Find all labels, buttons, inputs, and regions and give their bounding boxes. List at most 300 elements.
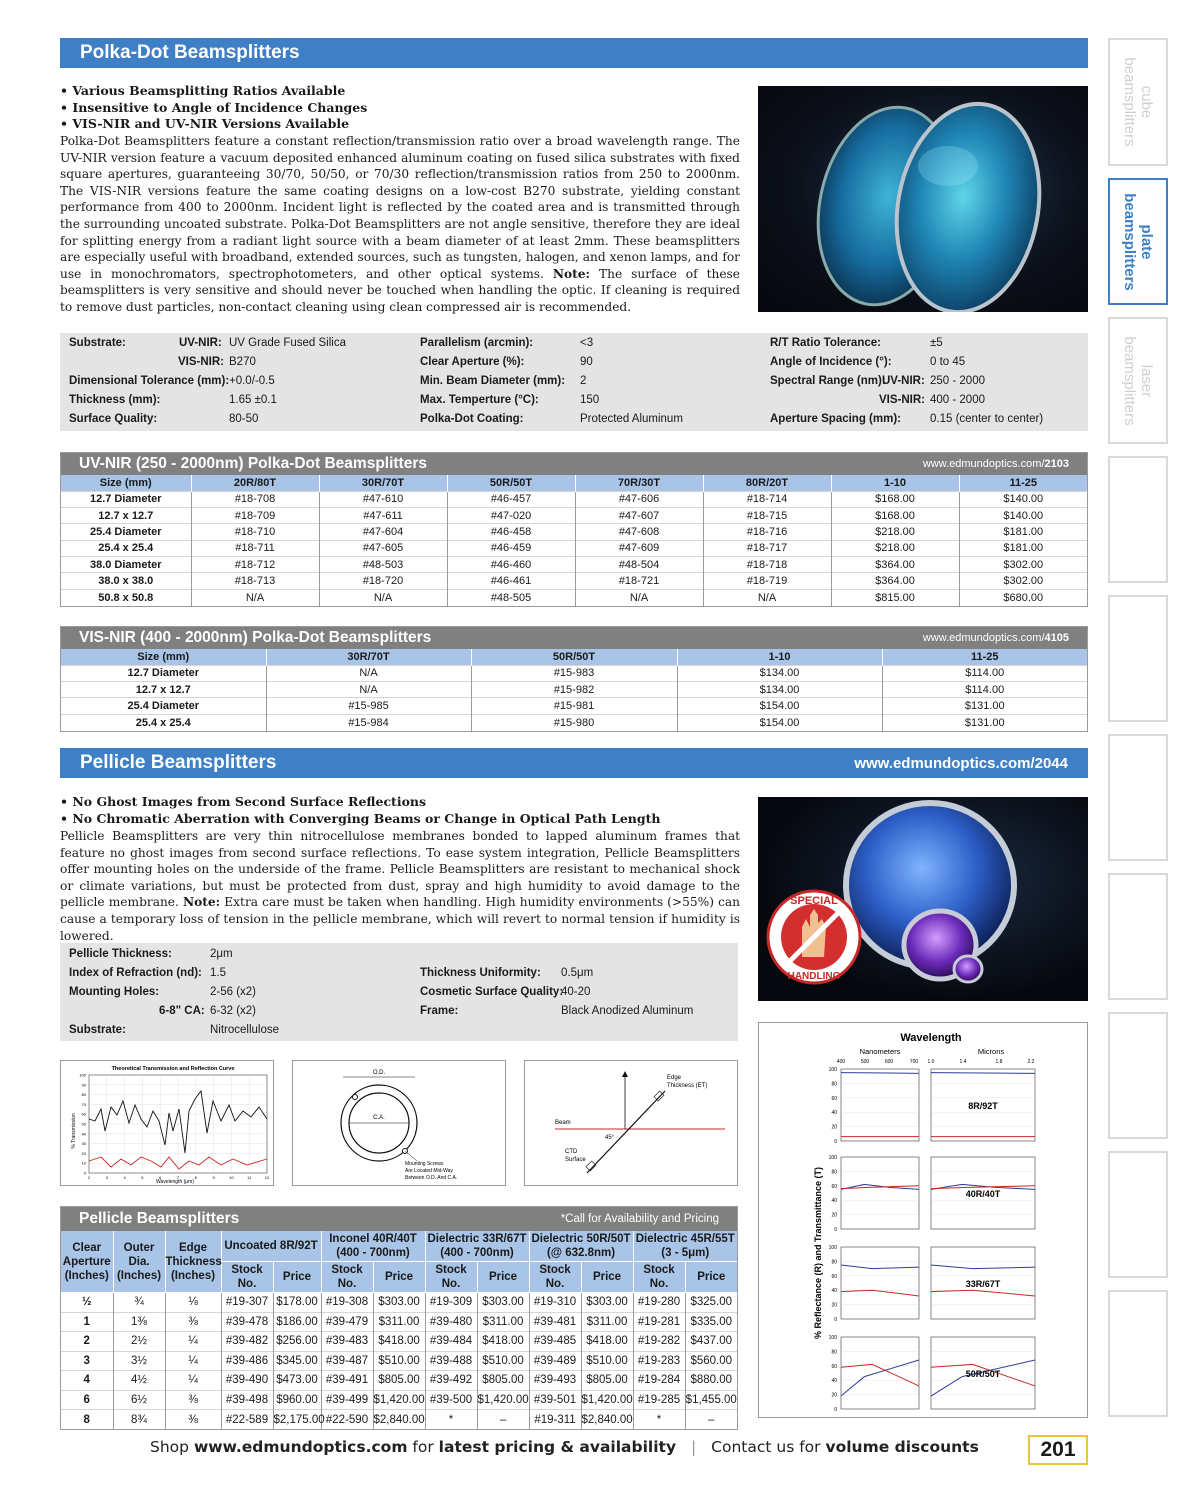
spec-value: 150 bbox=[580, 394, 600, 406]
column-header: 30R/70T bbox=[319, 475, 447, 491]
table-cell: #39-489 bbox=[529, 1351, 581, 1371]
section-title: Polka-Dot Beamsplitters bbox=[80, 42, 300, 63]
axis-label: % Transmission bbox=[71, 1113, 77, 1149]
spec-value: 250 - 2000 bbox=[930, 375, 985, 387]
spec-label: Pellicle Thickness: bbox=[69, 948, 172, 960]
spec-sublabel: UV-NIR: bbox=[882, 375, 925, 387]
table-cell: $154.00 bbox=[677, 714, 882, 730]
table-cell: #19-283 bbox=[633, 1351, 685, 1371]
table-cell: #47-604 bbox=[319, 524, 447, 540]
table-cell: $364.00 bbox=[831, 573, 959, 589]
tick-label: 8 bbox=[194, 1175, 197, 1180]
table-cell: #18-709 bbox=[191, 507, 319, 523]
table-cell: $181.00 bbox=[959, 540, 1087, 556]
table-cell: #39-486 bbox=[221, 1351, 273, 1371]
spec-value: 2-56 (x2) bbox=[210, 986, 257, 998]
tick-label: 100 bbox=[79, 1072, 86, 1078]
row-label: 12.7 Diameter bbox=[61, 665, 266, 681]
table-cell: N/A bbox=[703, 589, 831, 605]
table-row bbox=[61, 698, 1087, 714]
tab-cube-beamsplitters[interactable] bbox=[1108, 38, 1168, 166]
table-title-bar bbox=[61, 627, 1087, 649]
tab-empty[interactable] bbox=[1108, 595, 1168, 722]
table-cell: #47-608 bbox=[575, 524, 703, 540]
column-header: Stock No. bbox=[321, 1262, 373, 1293]
table-cell: #39-487 bbox=[321, 1351, 373, 1371]
table-cell: #39-493 bbox=[529, 1371, 581, 1391]
table-cell: $311.00 bbox=[373, 1312, 425, 1332]
panel-label: 33R/67T bbox=[965, 1279, 1001, 1289]
table-cell: $418.00 bbox=[373, 1332, 425, 1352]
row-label: 25.4 Diameter bbox=[61, 698, 266, 714]
tick-label: 12 bbox=[264, 1175, 270, 1180]
curve-panel bbox=[829, 1335, 1035, 1413]
product-link[interactable]: www.edmundoptics.com/2044 bbox=[854, 754, 1068, 772]
table-cell: – bbox=[477, 1410, 529, 1430]
column-header: Clear Aperture (Inches) bbox=[61, 1231, 113, 1293]
row-label: 38.0 Diameter bbox=[61, 557, 191, 573]
table-cell: #39-501 bbox=[529, 1390, 581, 1410]
product-link[interactable]: www.edmundoptics.com/2103 bbox=[922, 458, 1069, 470]
spec-sublabel: 6-8" CA: bbox=[159, 1005, 205, 1017]
tab-empty[interactable] bbox=[1108, 734, 1168, 861]
tick-label: 0 bbox=[83, 1170, 86, 1176]
table-cell: #39-490 bbox=[221, 1371, 273, 1391]
table-cell: $134.00 bbox=[677, 665, 882, 681]
table-cell: $302.00 bbox=[959, 557, 1087, 573]
tab-empty[interactable] bbox=[1108, 456, 1168, 583]
row-label: 25.4 x 25.4 bbox=[61, 540, 191, 556]
tick-label: 9 bbox=[212, 1175, 215, 1180]
table-row bbox=[61, 507, 1087, 523]
table-cell: #46-457 bbox=[447, 491, 575, 507]
table-cell: #18-714 bbox=[703, 491, 831, 507]
product-link[interactable]: www.edmundoptics.com/4105 bbox=[922, 632, 1069, 644]
spec-value: 40-20 bbox=[561, 986, 591, 998]
spec-value: 1.5 bbox=[210, 967, 226, 979]
table-cell: $473.00 bbox=[273, 1371, 321, 1391]
table-cell: #15-984 bbox=[266, 714, 471, 730]
tick-label: 2.2 bbox=[1027, 1059, 1035, 1065]
footer bbox=[150, 1438, 979, 1456]
column-header: Dielectric 45R/55T (3 - 5μm) bbox=[633, 1231, 737, 1262]
column-header: Price bbox=[373, 1262, 425, 1293]
column-header: 1-10 bbox=[677, 649, 882, 665]
table-header-row bbox=[61, 649, 1087, 665]
table-cell: #39-499 bbox=[321, 1390, 373, 1410]
table-cell: #39-483 bbox=[321, 1332, 373, 1352]
row-label: 12.7 x 12.7 bbox=[61, 507, 191, 523]
table-cell: #15-982 bbox=[471, 681, 677, 697]
diagram-label: Edge bbox=[667, 1075, 682, 1081]
spec-value: 1.65 ±0.1 bbox=[229, 394, 277, 406]
spec-label: Surface Quality: bbox=[69, 413, 158, 425]
spec-label: Substrate: bbox=[69, 337, 126, 349]
pellicle-specs bbox=[60, 943, 738, 1041]
table-cell: $303.00 bbox=[581, 1293, 633, 1313]
panel-label: 8R/92T bbox=[968, 1101, 998, 1111]
spec-row bbox=[60, 413, 1088, 431]
table-cell: #18-710 bbox=[191, 524, 319, 540]
table-cell: 6½ bbox=[113, 1390, 165, 1410]
plot-frame bbox=[841, 1337, 919, 1409]
table-title: Pellicle Beamsplitters bbox=[79, 1210, 240, 1227]
spec-sublabel: VIS-NIR: bbox=[879, 394, 925, 406]
tab-empty[interactable] bbox=[1108, 1290, 1168, 1417]
table-cell: #22-589 bbox=[221, 1410, 273, 1430]
spec-label: Thickness Uniformity: bbox=[420, 967, 541, 979]
spec-label: Cosmetic Surface Quality: bbox=[420, 986, 564, 998]
spec-row bbox=[60, 967, 738, 985]
table-cell: #47-020 bbox=[447, 507, 575, 523]
table-cell: #39-479 bbox=[321, 1312, 373, 1332]
curve-panel bbox=[829, 1155, 1035, 1233]
spec-label: Parallelism (arcmin): bbox=[420, 337, 534, 349]
tick-label: 60 bbox=[831, 1363, 837, 1370]
tick-label: 0 bbox=[834, 1139, 837, 1145]
table-cell: $418.00 bbox=[477, 1332, 529, 1352]
table-cell: N/A bbox=[266, 681, 471, 697]
table-cell: $303.00 bbox=[477, 1293, 529, 1313]
spec-sublabel: UV-NIR: bbox=[179, 337, 222, 349]
column-header: 11-25 bbox=[882, 649, 1087, 665]
tick-label: 20 bbox=[831, 1212, 837, 1219]
spec-label: Angle of Incidence (°): bbox=[770, 356, 892, 368]
spec-row bbox=[60, 394, 1088, 412]
column-header: Price bbox=[685, 1262, 737, 1293]
tick-label: 60 bbox=[831, 1095, 837, 1102]
table-cell: #15-981 bbox=[471, 698, 677, 714]
table-row bbox=[61, 557, 1087, 573]
diagram-label: 45° bbox=[605, 1135, 615, 1141]
feature-bullets bbox=[60, 794, 750, 827]
table-cell: #18-716 bbox=[703, 524, 831, 540]
spec-value: <3 bbox=[580, 337, 594, 349]
table-cell: #19-285 bbox=[633, 1390, 685, 1410]
table-cell: $335.00 bbox=[685, 1312, 737, 1332]
pellicle-membrane bbox=[587, 1091, 665, 1173]
curve-panel bbox=[829, 1067, 1035, 1145]
table-row bbox=[61, 589, 1087, 605]
table-row bbox=[61, 1390, 737, 1410]
table-cell: $140.00 bbox=[959, 491, 1087, 507]
table-cell: #18-718 bbox=[703, 557, 831, 573]
column-header: 80R/20T bbox=[703, 475, 831, 491]
tick-label: 60 bbox=[81, 1111, 86, 1117]
footer-text: Shop bbox=[150, 1438, 189, 1456]
table-cell: #18-719 bbox=[703, 573, 831, 589]
table-cell: #19-280 bbox=[633, 1293, 685, 1313]
spec-row bbox=[60, 375, 1088, 393]
spec-value: +0.0/-0.5 bbox=[229, 375, 275, 387]
column-header: 20R/80T bbox=[191, 475, 319, 491]
table-row bbox=[61, 1371, 737, 1391]
spec-row bbox=[60, 1024, 738, 1042]
tick-label: 20 bbox=[81, 1150, 86, 1156]
table-cell: $131.00 bbox=[882, 714, 1087, 730]
table-cell: $960.00 bbox=[273, 1390, 321, 1410]
tick-label: 20 bbox=[831, 1302, 837, 1309]
table-cell: #19-310 bbox=[529, 1293, 581, 1313]
tick-label: 90 bbox=[81, 1082, 86, 1088]
row-label: 8 bbox=[61, 1410, 113, 1430]
table-row bbox=[61, 1410, 737, 1430]
footer-text: for bbox=[412, 1438, 434, 1456]
badge-text-bottom: HANDLING bbox=[787, 971, 841, 982]
diagram-label: Surface bbox=[565, 1157, 586, 1163]
curves-title: Wavelength bbox=[900, 1032, 962, 1044]
screw-hole bbox=[353, 1095, 358, 1100]
table-cell: #15-985 bbox=[266, 698, 471, 714]
table-cell: $311.00 bbox=[581, 1312, 633, 1332]
table-cell: #39-491 bbox=[321, 1371, 373, 1391]
tick-label: 50 bbox=[81, 1121, 86, 1127]
table-cell: #47-609 bbox=[575, 540, 703, 556]
column-header: Inconel 40R/40T (400 - 700nm) bbox=[321, 1231, 425, 1262]
table-cell: #18-708 bbox=[191, 491, 319, 507]
column-header: Stock No. bbox=[529, 1262, 581, 1293]
column-header: Edge Thickness (Inches) bbox=[165, 1231, 221, 1293]
divider: | bbox=[690, 1438, 697, 1456]
table-cell: $218.00 bbox=[831, 540, 959, 556]
spec-value: B270 bbox=[229, 356, 256, 368]
tick-label: 400 bbox=[836, 1059, 846, 1065]
table-header-row bbox=[61, 1231, 737, 1262]
column-header: Stock No. bbox=[221, 1262, 273, 1293]
table-cell: #18-717 bbox=[703, 540, 831, 556]
table-cell: #22-590 bbox=[321, 1410, 373, 1430]
table-header-row bbox=[61, 475, 1087, 491]
table-cell: * bbox=[425, 1410, 477, 1430]
table-cell: $1,420.00 bbox=[581, 1390, 633, 1410]
tick-label: 4 bbox=[123, 1175, 126, 1180]
tick-label: 100 bbox=[828, 1335, 837, 1341]
spec-label: Polka-Dot Coating: bbox=[420, 413, 524, 425]
table-cell: $805.00 bbox=[581, 1371, 633, 1391]
column-header: Price bbox=[477, 1262, 529, 1293]
table-cell: $134.00 bbox=[677, 681, 882, 697]
table-cell: $364.00 bbox=[831, 557, 959, 573]
spec-row bbox=[60, 356, 1088, 374]
table-row bbox=[61, 1293, 737, 1313]
column-header: Stock No. bbox=[425, 1262, 477, 1293]
spec-label: Index of Refraction (nd): bbox=[69, 967, 202, 979]
feature-bullets bbox=[60, 83, 740, 133]
tick-label: 80 bbox=[831, 1259, 837, 1266]
column-header: 50R/50T bbox=[447, 475, 575, 491]
table-cell: #18-721 bbox=[575, 573, 703, 589]
table-cell: N/A bbox=[266, 665, 471, 681]
tab-empty[interactable] bbox=[1108, 873, 1168, 1000]
table-cell: $178.00 bbox=[273, 1293, 321, 1313]
table-cell: $325.00 bbox=[685, 1293, 737, 1313]
table-cell: ¼ bbox=[165, 1351, 221, 1371]
table-cell: ⅜ bbox=[165, 1410, 221, 1430]
table-cell: #19-308 bbox=[321, 1293, 373, 1313]
table-cell: – bbox=[685, 1410, 737, 1430]
spec-row bbox=[60, 337, 1088, 355]
table-cell: #39-488 bbox=[425, 1351, 477, 1371]
spec-label: Spectral Range (nm): bbox=[770, 375, 886, 387]
tick-label: 7 bbox=[176, 1175, 180, 1180]
tick-label: 0 bbox=[834, 1407, 837, 1413]
tick-label: 100 bbox=[828, 1155, 837, 1161]
table-cell: #46-460 bbox=[447, 557, 575, 573]
table-cell: $140.00 bbox=[959, 507, 1087, 523]
diagram-label: Beam bbox=[555, 1120, 571, 1126]
panel-label: 40R/40T bbox=[965, 1189, 1001, 1199]
table-cell: ¼ bbox=[165, 1371, 221, 1391]
row-label: 2 bbox=[61, 1332, 113, 1352]
table-cell: #47-606 bbox=[575, 491, 703, 507]
table-cell: #18-712 bbox=[191, 557, 319, 573]
spec-sublabel: VIS-NIR: bbox=[178, 356, 224, 368]
tab-empty[interactable] bbox=[1108, 1012, 1168, 1139]
tick-label: 100 bbox=[828, 1245, 837, 1251]
column-header: Price bbox=[581, 1262, 633, 1293]
table-row bbox=[61, 524, 1087, 540]
table-cell: #47-610 bbox=[319, 491, 447, 507]
table-cell: $1,420.00 bbox=[477, 1390, 529, 1410]
table-cell: $302.00 bbox=[959, 573, 1087, 589]
table-title: VIS-NIR (400 - 2000nm) Polka-Dot Beamsplitters bbox=[79, 629, 432, 646]
row-label: 12.7 Diameter bbox=[61, 491, 191, 507]
column-header: Stock No. bbox=[633, 1262, 685, 1293]
table-cell: #47-611 bbox=[319, 507, 447, 523]
tick-label: 6 bbox=[159, 1175, 162, 1180]
diagram-label: Thickness (ET) bbox=[667, 1083, 708, 1089]
tick-label: 10 bbox=[81, 1160, 86, 1166]
beam-path-diagram bbox=[524, 1060, 738, 1186]
tick-label: 600 bbox=[884, 1059, 894, 1065]
table-cell: #19-281 bbox=[633, 1312, 685, 1332]
spec-value: Protected Aluminum bbox=[580, 413, 683, 425]
table-cell: #39-478 bbox=[221, 1312, 273, 1332]
table-title: UV-NIR (250 - 2000nm) Polka-Dot Beamsplitters bbox=[79, 455, 427, 472]
plot-frame bbox=[841, 1157, 919, 1229]
table-cell: 8¾ bbox=[113, 1410, 165, 1430]
row-label: 38.0 x 38.0 bbox=[61, 573, 191, 589]
tick-label: 1.4 bbox=[959, 1059, 967, 1065]
pellicle-table bbox=[60, 1206, 738, 1430]
diagram-note: Are Located Mid-Way bbox=[405, 1168, 453, 1174]
table-row bbox=[61, 681, 1087, 697]
section-title: Pellicle Beamsplitters bbox=[80, 752, 277, 773]
table-cell: ¼ bbox=[165, 1332, 221, 1352]
column-header: 70R/30T bbox=[575, 475, 703, 491]
row-label: ½ bbox=[61, 1293, 113, 1313]
tab-empty[interactable] bbox=[1108, 1151, 1168, 1278]
table-cell: $256.00 bbox=[273, 1332, 321, 1352]
table-cell: $815.00 bbox=[831, 589, 959, 605]
row-label: 6 bbox=[61, 1390, 113, 1410]
tick-label: 700 bbox=[909, 1059, 919, 1065]
tick-label: 80 bbox=[831, 1169, 837, 1176]
table-cell: $1,455.00 bbox=[685, 1390, 737, 1410]
table-cell: $805.00 bbox=[373, 1371, 425, 1391]
tick-label: 1.0 bbox=[927, 1059, 935, 1065]
table-cell: N/A bbox=[319, 589, 447, 605]
table-cell: $114.00 bbox=[882, 681, 1087, 697]
transmission-curve-diagram bbox=[60, 1060, 274, 1186]
table-cell: #46-461 bbox=[447, 573, 575, 589]
spec-label: Aperture Spacing (mm): bbox=[770, 413, 901, 425]
table-cell: 3½ bbox=[113, 1351, 165, 1371]
table-cell: #47-605 bbox=[319, 540, 447, 556]
table-cell: #18-711 bbox=[191, 540, 319, 556]
table-cell: $437.00 bbox=[685, 1332, 737, 1352]
table-cell: #19-282 bbox=[633, 1332, 685, 1352]
spec-value: 0 to 45 bbox=[930, 356, 966, 368]
spec-value: 2μm bbox=[210, 948, 233, 960]
table-cell: N/A bbox=[575, 589, 703, 605]
axis-label: Nanometers bbox=[859, 1047, 901, 1056]
table-cell: $510.00 bbox=[373, 1351, 425, 1371]
table-cell: #39-484 bbox=[425, 1332, 477, 1352]
table-row bbox=[61, 1312, 737, 1332]
bullet: • No Chromatic Aberration with Converging Beams or Change in Optical Path Length bbox=[60, 810, 661, 826]
axis-label: Microns bbox=[977, 1047, 1005, 1056]
table-cell: #39-481 bbox=[529, 1312, 581, 1332]
plot-frame bbox=[841, 1069, 919, 1141]
tick-label: 40 bbox=[831, 1288, 837, 1295]
spec-label: Clear Aperture (%): bbox=[420, 356, 525, 368]
table-cell: $345.00 bbox=[273, 1351, 321, 1371]
spec-value: 400 - 2000 bbox=[930, 394, 985, 406]
tick-label: 20 bbox=[831, 1124, 837, 1131]
bullet: • No Ghost Images from Second Surface Reflections bbox=[60, 794, 427, 809]
table-cell: #39-485 bbox=[529, 1332, 581, 1352]
product-photo-polka-dot bbox=[758, 86, 1088, 312]
visnir-table bbox=[60, 626, 1088, 732]
tick-label: 80 bbox=[831, 1349, 837, 1356]
table-row bbox=[61, 491, 1087, 507]
footer-link[interactable]: www.edmundoptics.com bbox=[193, 1438, 408, 1456]
bullet: • Insensitive to Angle of Incidence Changes bbox=[60, 99, 368, 115]
footer-text: Contact us for bbox=[711, 1438, 821, 1456]
bullet: • Various Beamsplitting Ratios Available bbox=[60, 83, 346, 98]
tick-label: 1.8 bbox=[995, 1059, 1003, 1065]
table-cell: $2,840.00 bbox=[581, 1410, 633, 1430]
uvnir-table bbox=[60, 452, 1088, 607]
table-cell: ⅜ bbox=[165, 1312, 221, 1332]
table-cell: #19-307 bbox=[221, 1293, 273, 1313]
table-cell: #19-284 bbox=[633, 1371, 685, 1391]
spec-label: Dimensional Tolerance (mm): bbox=[69, 375, 230, 387]
tab-laser-beamsplitters[interactable] bbox=[1108, 317, 1168, 444]
spec-value: 2 bbox=[580, 375, 587, 387]
od-label: O.D. bbox=[372, 1070, 386, 1076]
table-cell: $218.00 bbox=[831, 524, 959, 540]
tick-label: 0 bbox=[834, 1227, 837, 1233]
column-header: 1-10 bbox=[831, 475, 959, 491]
badge-text-top: SPECIAL bbox=[790, 895, 838, 907]
table-cell: $131.00 bbox=[882, 698, 1087, 714]
column-header: Size (mm) bbox=[61, 475, 191, 491]
tick-label: 40 bbox=[831, 1378, 837, 1385]
tab-plate-beamsplitters[interactable] bbox=[1108, 178, 1168, 305]
row-label: 4 bbox=[61, 1371, 113, 1391]
axis-label: Wavelength (μm) bbox=[156, 1179, 194, 1185]
table-cell: ⅜ bbox=[165, 1390, 221, 1410]
tick-label: 3 bbox=[105, 1175, 108, 1180]
diagram-note: Mounting Screws bbox=[405, 1161, 444, 1167]
row-label: 50.8 x 50.8 bbox=[61, 589, 191, 605]
spec-value: ±5 bbox=[930, 337, 943, 349]
table-cell: $805.00 bbox=[477, 1371, 529, 1391]
column-header: 50R/50T bbox=[471, 649, 677, 665]
column-header: Dielectric 50R/50T (@ 632.8nm) bbox=[529, 1231, 633, 1262]
